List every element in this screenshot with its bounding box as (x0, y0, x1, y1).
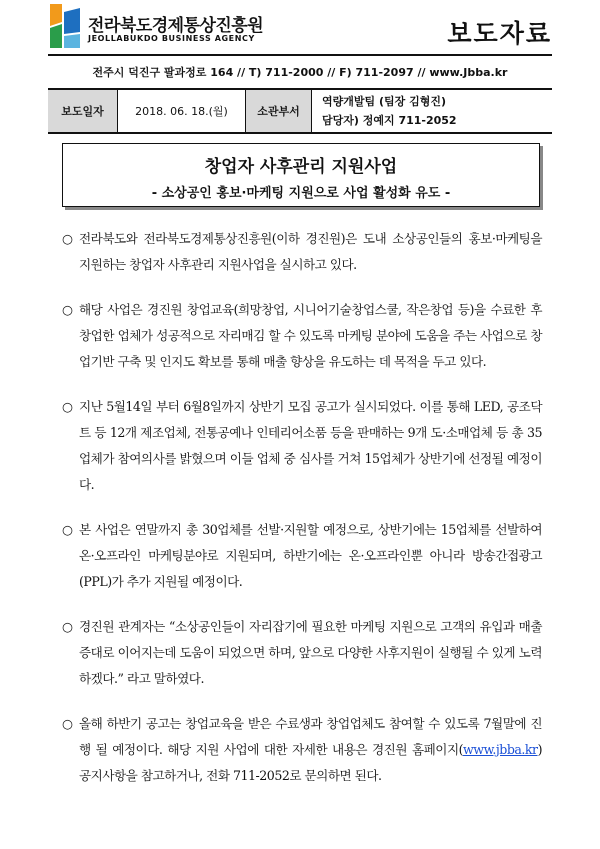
release-date-value: 2018. 06. 18.(월) (118, 90, 246, 132)
paragraph-text: 경진원 관계자는 “소상공인들이 자리잡기에 필요한 마케팅 지원으로 고객의 유입과 매출증대로 이어지는데 도움이 되었으면 하며, 앞으로 다양한 사후지원이 실행될 수 있게 노력하겠다.” 라고 말하였다. (79, 619, 542, 686)
headline-subtitle: - 소상공인 홍보·마케팅 지원으로 사업 활성화 유도 - (151, 186, 451, 201)
paragraph-text: 전라북도와 전라북도경제통상진흥원(이하 경진원)은 도내 소상공인들의 홍보·마케팅을 지원하는 창업자 사후관리 지원사업을 실시하고 있다. (79, 231, 542, 272)
bullet-circle-icon: ○ (62, 716, 73, 731)
release-date-label: 보도일자 (48, 90, 118, 132)
bullet-circle-icon: ○ (62, 231, 73, 246)
paragraph-text: 본 사업은 연말까지 총 30업체를 선발·지원할 예정으로, 상반기에는 15업체를 선발하여 온·오프라인 마케팅분야로 지원되며, 하반기에는 온·오프라인뿐 아니라 방송간접광고(PPL)가 추가 지원될 예정이다. (79, 522, 542, 589)
paragraph (62, 226, 542, 278)
paragraph (62, 517, 542, 595)
headline-box (62, 143, 540, 207)
paragraph-text: 올해 하반기 공고는 창업교육을 받은 수료생과 창업업체도 참여할 수 있도록 7월말에 진행 될 예정이다. 해당 지원 사업에 대한 자세한 내용은 경진원 홈페이지( (79, 716, 542, 757)
department-label: 소관부서 (246, 90, 312, 132)
agency-logo-icon (48, 4, 82, 50)
paragraph-text: 해당 사업은 경진원 창업교육(희망창업, 시니어기술창업스쿨, 작은창업 등)을 수료한 후 창업한 업체가 성공적으로 자리매김 할 수 있도록 마케팅 분야에 도움을 주는 사업으로 창업기반 구축 및 인지도 확보를 통해 매출 향상을 유도하는 데 목적을 두고 있다. (79, 302, 542, 369)
bullet-circle-icon: ○ (62, 302, 73, 317)
press-release-label: 보도자료 (447, 19, 552, 48)
paragraph (62, 394, 542, 498)
release-info-table (48, 89, 552, 134)
article-body (62, 226, 542, 808)
department-value (312, 90, 552, 132)
paragraph (62, 711, 542, 789)
paragraph (62, 614, 542, 692)
department-team: 역량개발팀 (팀장 김형진) (322, 95, 446, 108)
contact-bar: 전주시 덕진구 팔과정로 164 // T) 711-2000 // F) 711-2097 // www.Jbba.kr (48, 54, 552, 89)
agency-name-english: JEOLLABUKDO BUSINESS AGENCY (88, 34, 255, 43)
header (48, 4, 552, 52)
department-contact: 담당자) 정예지 711-2052 (322, 114, 457, 127)
bullet-circle-icon: ○ (62, 522, 73, 537)
paragraph-text: 지난 5월14일 부터 6월8일까지 상반기 모집 공고가 실시되었다. 이를 통해 LED, 공조닥트 등 12개 제조업체, 전통공예나 인테리어소품 등을 판매하는 9개 도·소매업체 등 총 35업체가 참여의사를 밝혔으며 이들 업체 중 심사를 거쳐 15업체가 상반기에 선정될 예정이다. (79, 399, 542, 492)
agency-name-korean: 전라북도경제통상진흥원 (88, 16, 264, 36)
paragraph (62, 297, 542, 375)
paragraph-text: ) 공지사항을 참고하거나, 전화 711-2052로 문의하면 된다. (79, 742, 542, 783)
bullet-circle-icon: ○ (62, 619, 73, 634)
headline-title: 창업자 사후관리 지원사업 (204, 157, 398, 177)
bullet-circle-icon: ○ (62, 399, 73, 414)
homepage-link[interactable]: www.jbba.kr (463, 742, 538, 757)
